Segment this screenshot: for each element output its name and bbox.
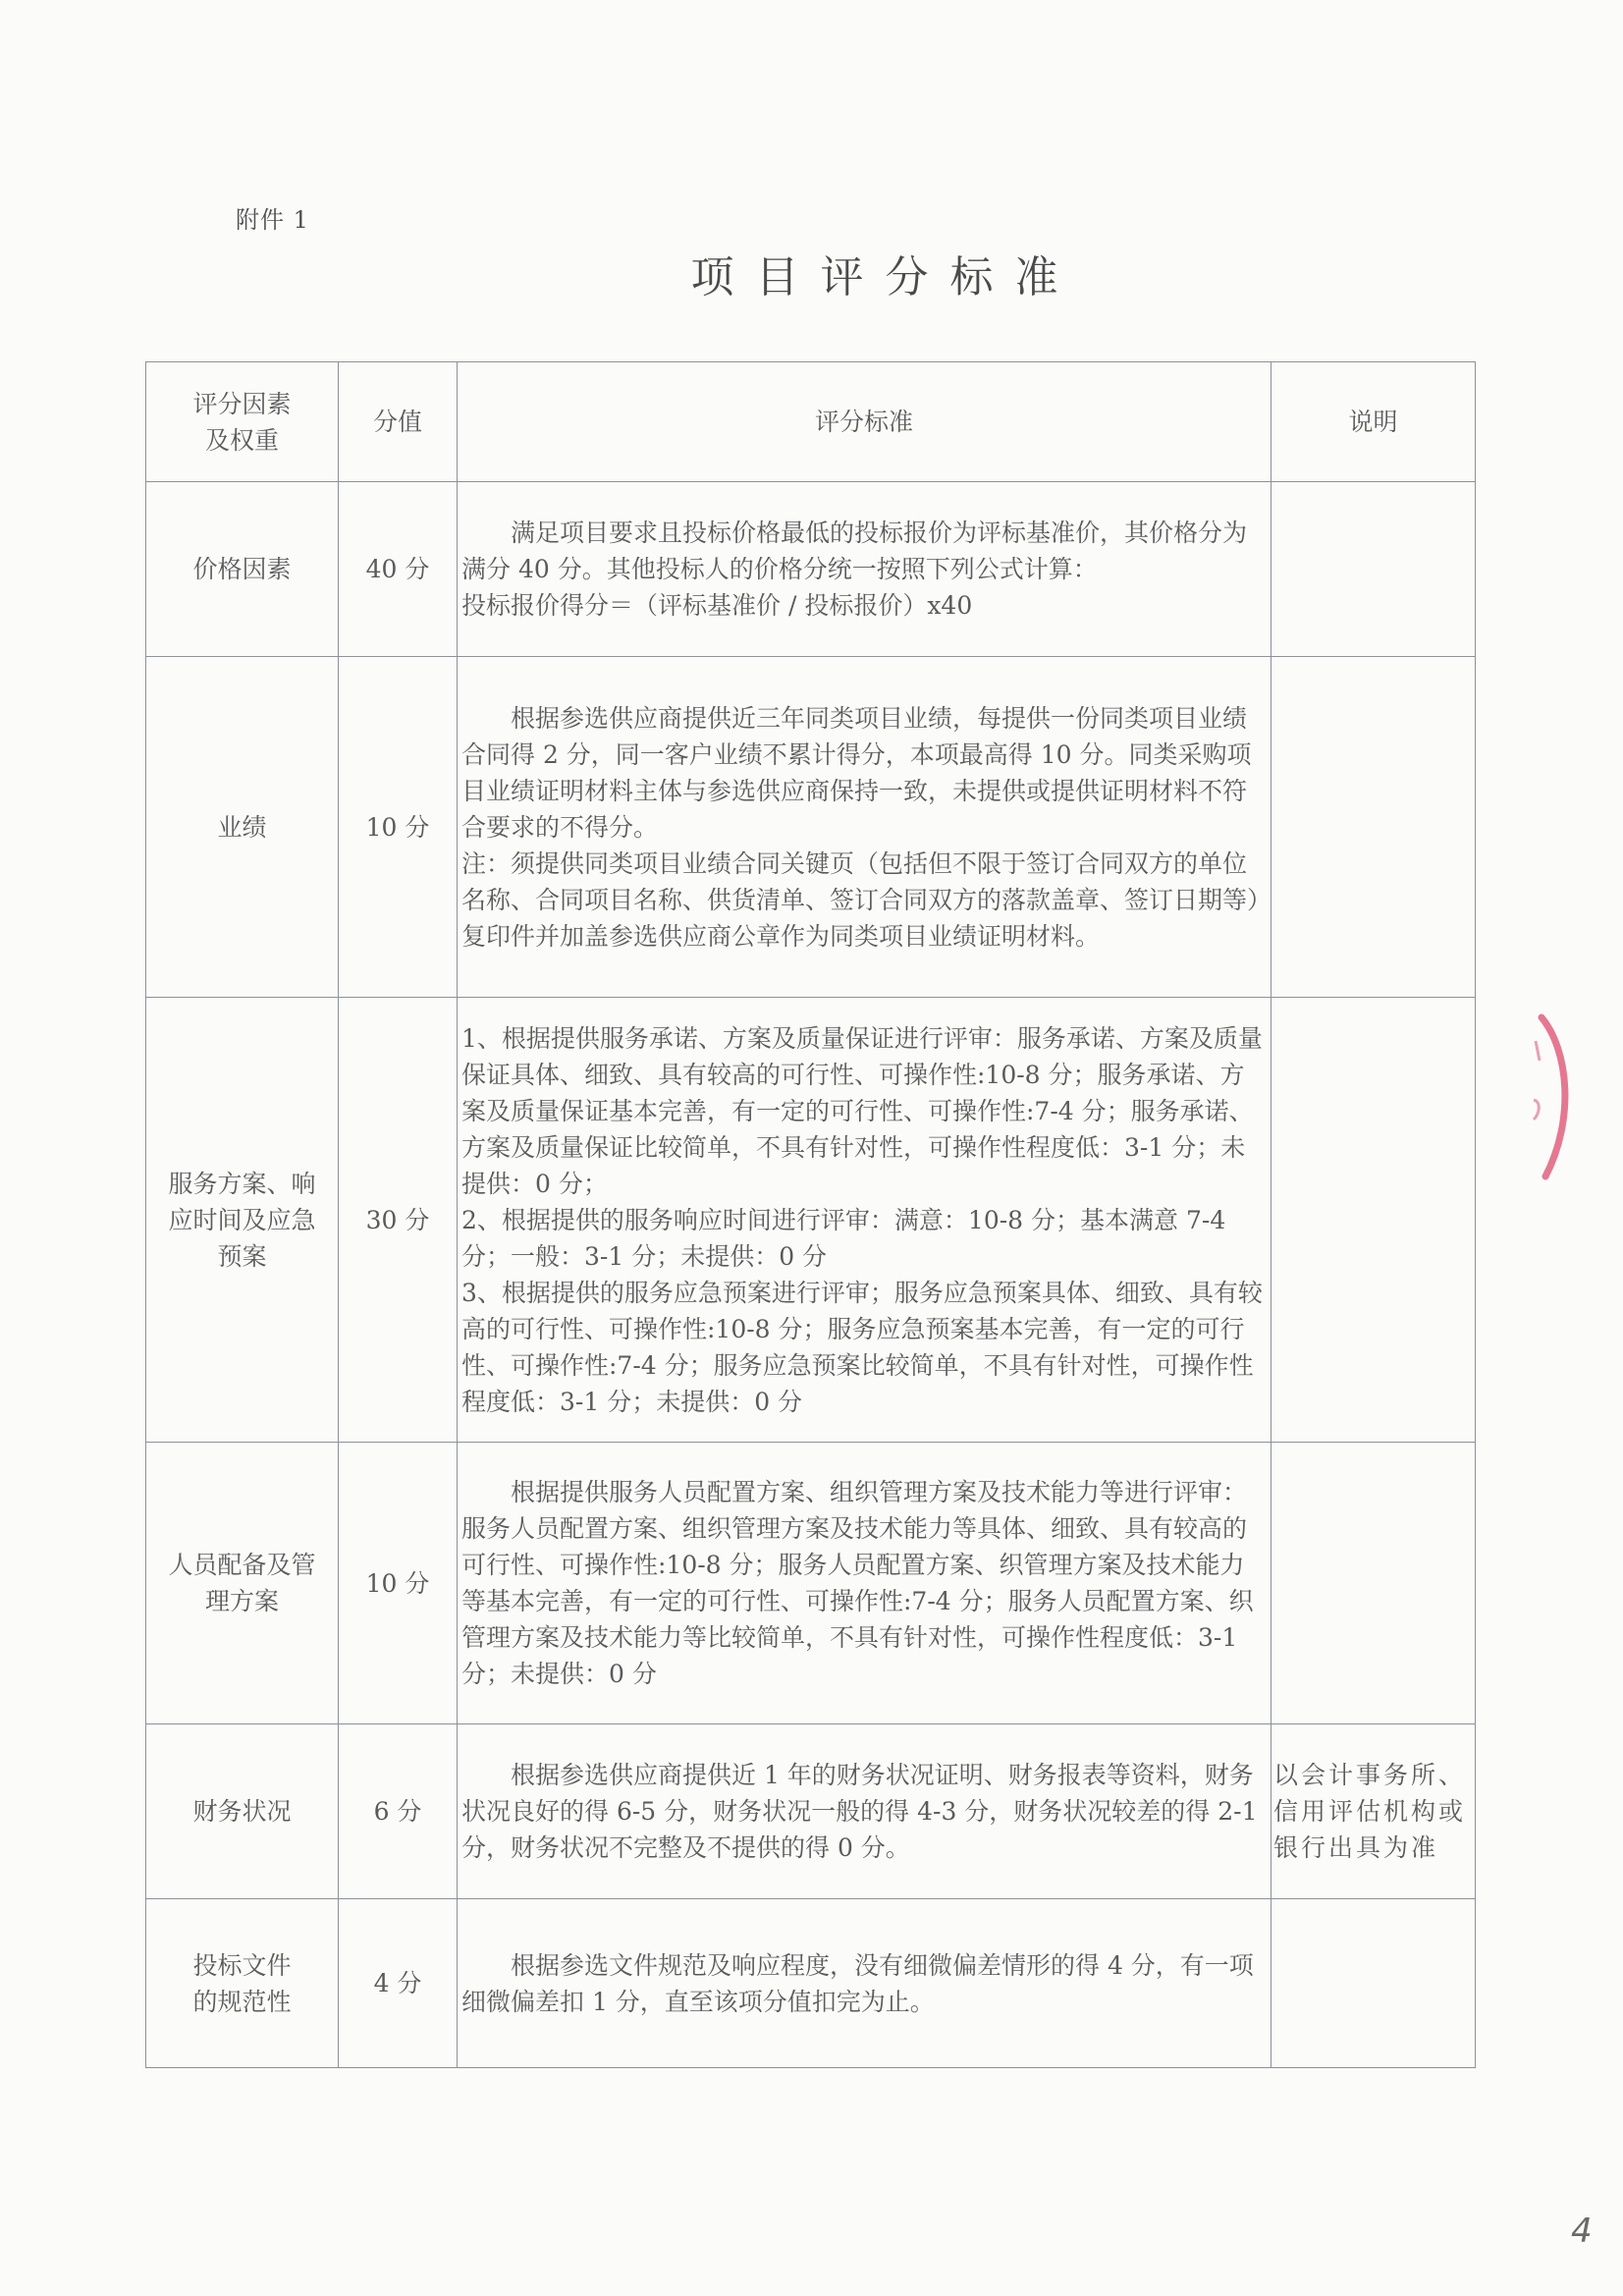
note-cell	[1271, 482, 1476, 657]
note-cell	[1271, 1443, 1476, 1724]
factor-cell: 人员配备及管理方案	[146, 1443, 339, 1724]
criteria-cell: 根据参选文件规范及响应程度，没有细微偏差情形的得 4 分，有一项细微偏差扣 1 分，直至该项分值扣完为止。	[458, 1899, 1271, 2068]
table-row	[146, 1724, 1476, 1899]
criteria-cell: 满足项目要求且投标价格最低的投标报价为评标基准价，其价格分为满分 40 分。其他投标人的价格分统一按照下列公式计算： 投标报价得分＝（评标基准价 / 投标报价）x40	[458, 482, 1271, 657]
red-seal-stamp-icon	[1532, 1011, 1581, 1188]
score-cell: 40 分	[339, 482, 458, 657]
criteria-cell: 1、根据提供服务承诺、方案及质量保证进行评审：服务承诺、方案及质量保证具体、细致、具有较高的可行性、可操作性:10-8 分；服务承诺、方案及质量保证基本完善，有一定的可行性、可操作性:7-4 分；服务承诺、方案及质量保证比较简单，不具有针对性，可操作性程度低：3-1 分；未提供：0 分； 2、根据提供的服务响应时间进行评审：满意：10-8 分；基本满意 7-4 分；一般：3-1 分；未提供：0 分 3、根据提供的服务应急预案进行评审；服务应急预案具体、细致、具有较高的可行性、可操作性:10-8 分；服务应急预案基本完善，有一定的可行性、可操作性:7-4 分；服务应急预案比较简单，不具有针对性，可操作性程度低：3-1 分；未提供：0 分	[458, 998, 1271, 1443]
table-header-row	[146, 362, 1476, 482]
criteria-cell: 根据提供服务人员配置方案、组织管理方案及技术能力等进行评审：服务人员配置方案、组织管理方案及技术能力等具体、细致、具有较高的可行性、可操作性:10-8 分；服务人员配置方案、织管理方案及技术能力等基本完善，有一定的可行性、可操作性:7-4 分；服务人员配置方案、织管理方案及技术能力等比较简单，不具有针对性，可操作性程度低：3-1 分；未提供：0 分	[458, 1443, 1271, 1724]
scoring-table	[145, 361, 1476, 2068]
table-row	[146, 482, 1476, 657]
note-cell	[1271, 998, 1476, 1443]
attachment-label: 附件 1	[236, 206, 309, 234]
factor-cell: 投标文件的规范性	[146, 1899, 339, 2068]
table-row	[146, 1443, 1476, 1724]
factor-cell: 服务方案、响应时间及应急预案	[146, 998, 339, 1443]
score-cell: 10 分	[339, 1443, 458, 1724]
factor-cell: 业绩	[146, 657, 339, 998]
note-cell	[1271, 657, 1476, 998]
factor-cell: 财务状况	[146, 1724, 339, 1899]
table-row	[146, 657, 1476, 998]
table-row	[146, 998, 1476, 1443]
note-cell	[1271, 1899, 1476, 2068]
criteria-cell: 根据参选供应商提供近 1 年的财务状况证明、财务报表等资料，财务状况良好的得 6-5 分，财务状况一般的得 4-3 分，财务状况较差的得 2-1 分，财务状况不完整及不提供的得 0 分。	[458, 1724, 1271, 1899]
factor-cell: 价格因素	[146, 482, 339, 657]
table-row	[146, 1899, 1476, 2068]
score-cell: 10 分	[339, 657, 458, 998]
document-title: 项目评分标准	[690, 252, 1080, 302]
criteria-cell: 根据参选供应商提供近三年同类项目业绩，每提供一份同类项目业绩合同得 2 分，同一客户业绩不累计得分，本项最高得 10 分。同类采购项目业绩证明材料主体与参选供应商保持一致，未提供或提供证明材料不符合要求的不得分。 注：须提供同类项目业绩合同关键页（包括但不限于签订合同双方的单位名称、合同项目名称、供货清单、签订合同双方的落款盖章、签订日期等）复印件并加盖参选供应商公章作为同类项目业绩证明材料。	[458, 657, 1271, 998]
note-cell: 以会计事务所、信用评估机构或银行出具为准	[1271, 1724, 1476, 1899]
column-header-score: 分值	[339, 362, 458, 482]
page-number: 4	[1571, 2212, 1593, 2251]
column-header-note: 说明	[1271, 362, 1476, 482]
column-header-factor: 评分因素及权重	[146, 362, 339, 482]
column-header-criteria: 评分标准	[458, 362, 1271, 482]
score-cell: 30 分	[339, 998, 458, 1443]
score-cell: 4 分	[339, 1899, 458, 2068]
score-cell: 6 分	[339, 1724, 458, 1899]
